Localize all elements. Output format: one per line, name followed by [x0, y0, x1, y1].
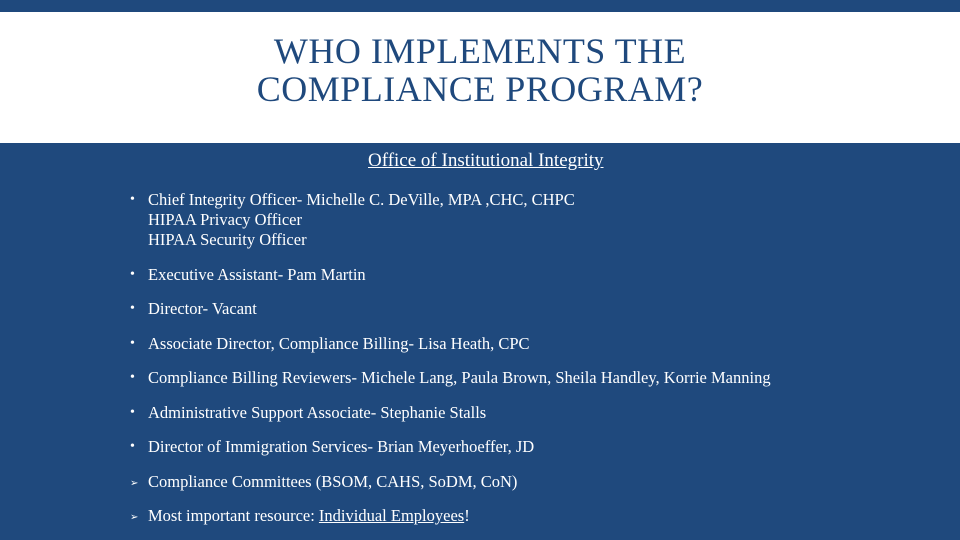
list-item-text: Compliance Committees (BSOM, CAHS, SoDM, CoN): [148, 472, 518, 491]
bullet-icon: •: [130, 192, 135, 207]
office-subheading: Office of Institutional Integrity: [368, 150, 604, 171]
list-item-compliance-committees: [130, 472, 518, 492]
list-item-text: Associate Director, Compliance Billing- Lisa Heath, CPC: [148, 334, 530, 353]
list-item-text: Chief Integrity Officer- Michelle C. DeVille, MPA ,CHC, CHPC: [148, 190, 575, 209]
list-item-text: Director of Immigration Services- Brian Meyerhoeffer, JD: [148, 437, 535, 456]
list-item-associate-director: [130, 334, 530, 354]
list-item-text: Director- Vacant: [148, 299, 257, 318]
list-item-admin-support: [130, 403, 487, 423]
list-item-text: [148, 506, 470, 525]
bullet-icon: •: [130, 405, 135, 420]
list-item-text-prefix: Most important resource:: [148, 506, 319, 525]
list-item-text: Executive Assistant- Pam Martin: [148, 265, 366, 284]
list-item-most-important-resource: [130, 506, 470, 526]
individual-employees-emphasis: Individual Employees: [318, 506, 465, 525]
list-item-executive-assistant: [130, 265, 366, 285]
arrow-bullet-icon: ➢: [130, 512, 139, 523]
list-item-director: [130, 299, 257, 319]
list-item-text: Compliance Billing Reviewers- Michele Lang, Paula Brown, Sheila Handley, Korrie Manning: [148, 368, 771, 387]
list-item-text-suffix: !: [464, 506, 470, 525]
list-item-text: Administrative Support Associate- Stephanie Stalls: [148, 403, 487, 422]
list-item-subline: HIPAA Security Officer: [148, 230, 307, 249]
slide-title-line-2: COMPLIANCE PROGRAM?: [256, 69, 704, 109]
list-item-chief-integrity-officer: [130, 190, 575, 250]
slide-title: [0, 32, 960, 108]
list-item-immigration-director: [130, 437, 535, 457]
list-item-subline: HIPAA Privacy Officer: [148, 210, 302, 229]
bullet-icon: •: [130, 336, 135, 351]
bullet-icon: •: [130, 370, 135, 385]
slide-title-line-1: WHO IMPLEMENTS THE: [273, 31, 687, 71]
top-accent-bar: [0, 0, 960, 12]
list-item-billing-reviewers: [130, 368, 771, 388]
arrow-bullet-icon: ➢: [130, 478, 139, 489]
bullet-icon: •: [130, 301, 135, 316]
bullet-icon: •: [130, 267, 135, 282]
bullet-icon: •: [130, 439, 135, 454]
